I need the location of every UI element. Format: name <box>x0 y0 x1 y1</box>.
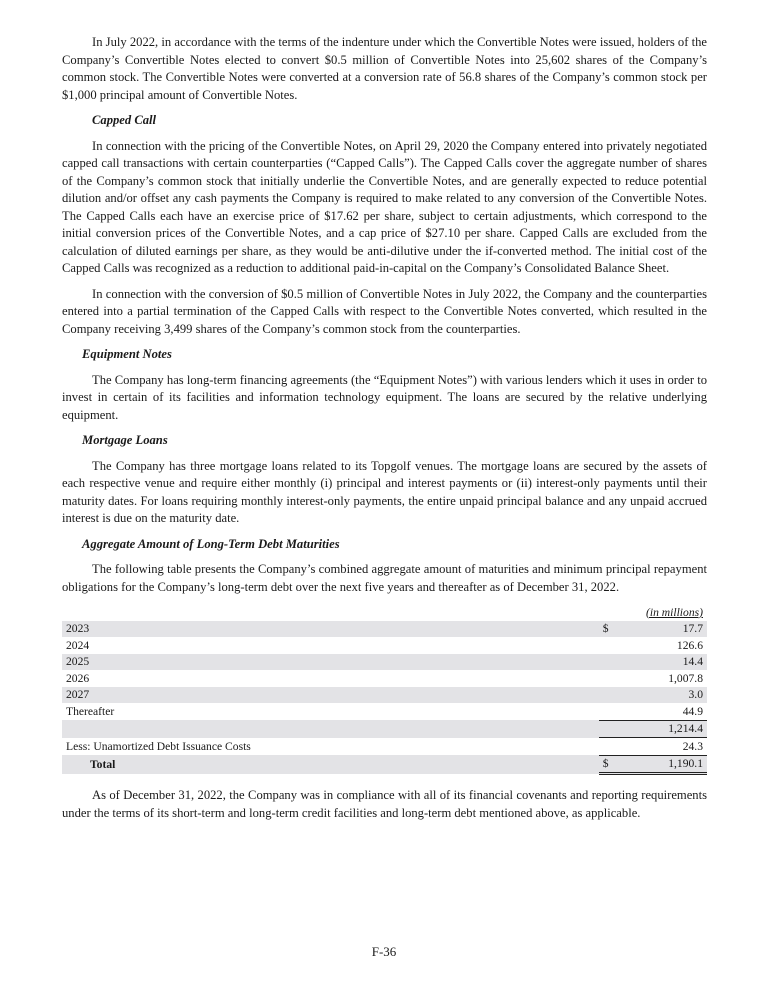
paragraph-capped-call-termination: In connection with the conversion of $0.5 million of Convertible Notes in July 2022, the Company and the counterparties entered into a partial termination of the Capped Calls with respect to the Convertible Notes converted, which resulted in the Company receiving 3,499 shares of the Company’s common stock from the counterparties. <box>62 286 707 336</box>
table-row: 2023 $ 17.7 <box>62 621 707 638</box>
paragraph-table-intro: The following table presents the Company’s combined aggregate amount of maturities and minimum principal repayment obligations for the Company’s long-term debt over the next five years and thereafter as of December 31, 2022. <box>62 562 707 594</box>
heading-mortgage-loans: Mortgage Loans <box>82 433 168 447</box>
subtotal-row: 1,214.4 <box>62 720 707 738</box>
table-row: 2026 1,007.8 <box>66 671 703 685</box>
table-header-row <box>62 604 707 621</box>
paragraph-covenant-compliance: As of December 31, 2022, the Company was in compliance with all of its financial covenants and reporting requirements under the terms of its short-term and long-term credit facilities and long-term debt mentioned above, as applicable. <box>62 788 707 820</box>
total-row: Total $ 1,190.1 <box>62 755 707 774</box>
table-row: 2024 126.6 <box>66 638 703 652</box>
table-row: Thereafter 44.9 <box>66 704 703 718</box>
unit-header: (in millions) <box>645 605 703 619</box>
heading-capped-call: Capped Call <box>92 113 157 127</box>
page-number: F-36 <box>371 944 397 959</box>
table-row: 2025 14.4 <box>62 654 707 671</box>
paragraph-equipment-notes: The Company has long-term financing agreements (the “Equipment Notes”) with various lenders which it uses in order to invest in certain of its facilities and information technology equipment. The loans are secured by the relative underlying equipment. <box>62 372 707 422</box>
heading-equipment-notes: Equipment Notes <box>82 347 172 361</box>
paragraph-capped-call: In connection with the pricing of the Convertible Notes, on April 29, 2020 the Company entered into privately negotiated capped call transactions with certain counterparties (“Capped Calls”). The Capped Calls cover the aggregate number of shares of the Company’s common stock that initially underlie the Convertible Notes, and are generally expected to reduce potential dilution and/or offset any cash payments the Company is required to make related to any conversion of the Convertible Notes. The Capped Calls each have an exercise price of $17.62 per share, subject to certain adjustments, which correspond to the initial conversion prices of the Convertible Notes, and a cap price of $27.10 per share. Capped Calls are excluded from the calculation of diluted earnings per share, as they would be anti-dilutive under the if-converted method. The initial cost of the Capped Calls was recognized as a reduction to additional paid-in-capital on the Company’s Consolidated Balance Sheet. <box>62 138 707 275</box>
heading-aggregate-maturities: Aggregate Amount of Long-Term Debt Maturities <box>82 536 340 551</box>
document-page <box>62 0 707 822</box>
debt-maturities-table <box>62 604 707 775</box>
paragraph-mortgage-loans: The Company has three mortgage loans related to its Topgolf venues. The mortgage loans are secured by the assets of each respective venue and require either monthly (i) principal and interest payments or (ii) interest-only payments until their maturity dates. For loans requiring monthly interest-only payments, the entire unpaid principal balance and any unpaid accrued interest is due on the maturity date. <box>62 458 707 525</box>
paragraph-convertible-conversion: In July 2022, in accordance with the terms of the indenture under which the Convertible Notes were issued, holders of the Company’s Convertible Notes elected to convert $0.5 million of Convertible Notes into 25,602 shares of the Company’s common stock. The Convertible Notes were converted at a conversion rate of 56.8 shares of the Company’s common stock per $1,000 principal amount of Convertible Notes. <box>62 35 707 102</box>
table-row: Less: Unamortized Debt Issuance Costs 24.3 <box>62 738 707 756</box>
table-row: 2027 3.0 <box>62 687 707 704</box>
